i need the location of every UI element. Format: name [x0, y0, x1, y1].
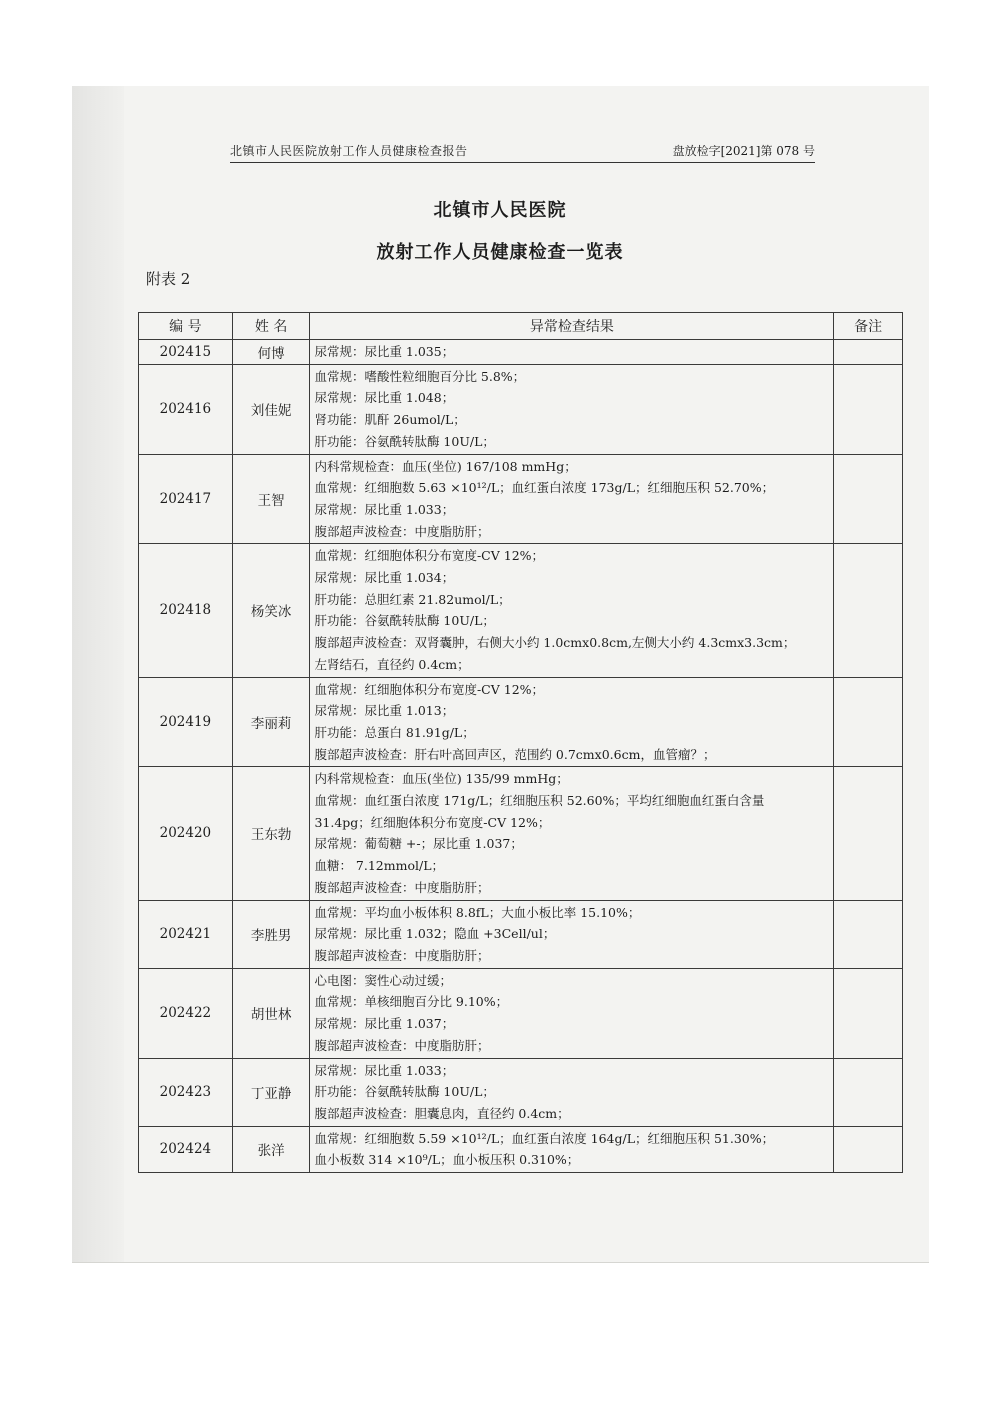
- result-line: 腹部超声波检查：中度脂肪肝；: [314, 523, 490, 539]
- result-line: 肝功能：总蛋白 81.91g/L；: [314, 724, 475, 740]
- col-header-remarks: 备注: [834, 313, 903, 340]
- employee-name: 王智: [232, 454, 310, 544]
- result-line: 肝功能：总胆红素 21.82umol/L；: [314, 591, 511, 607]
- result-line: 血常规：红细胞数 5.59 ×10¹²/L；血红蛋白浓度 164g/L；红细胞压积 51.30%；: [314, 1130, 775, 1146]
- table-row: [139, 364, 903, 454]
- header-report-number: 盘放检字[2021]第 078 号: [672, 144, 815, 158]
- col-header-id: 编 号: [139, 313, 233, 340]
- abnormal-results: [310, 968, 834, 1058]
- table-row: [139, 1126, 903, 1172]
- result-line: 血常规：红细胞数 5.63 ×10¹²/L；血红蛋白浓度 173g/L；红细胞压积 52.70%；: [314, 480, 775, 496]
- remarks-cell: [834, 677, 903, 767]
- remarks-cell: [834, 454, 903, 544]
- abnormal-results: [310, 1058, 834, 1126]
- result-line: 肝功能：谷氨酰转肽酶 10U/L；: [314, 613, 495, 629]
- abnormal-results: [310, 340, 834, 365]
- result-line: 腹部超声波检查：肝右叶高回声区，范围约 0.7cmx0.6cm，血管瘤？；: [314, 746, 716, 762]
- employee-id: 202420: [139, 767, 233, 900]
- result-line: 内科常规检查：血压(坐位) 135/99 mmHg；: [314, 771, 569, 787]
- result-line: 腹部超声波检查：胆囊息肉，直径约 0.4cm；: [314, 1105, 570, 1121]
- table-row: [139, 900, 903, 968]
- employee-name: 丁亚静: [232, 1058, 310, 1126]
- table-row: [139, 454, 903, 544]
- table-row: [139, 677, 903, 767]
- result-line: 血常规：血红蛋白浓度 171g/L；红细胞压积 52.60%；平均红细胞血红蛋白含量: [314, 793, 765, 809]
- table-row: [139, 340, 903, 365]
- col-header-name: 姓 名: [232, 313, 310, 340]
- remarks-cell: [834, 544, 903, 677]
- table-row: [139, 544, 903, 677]
- employee-name: 刘佳妮: [232, 364, 310, 454]
- abnormal-results: [310, 677, 834, 767]
- result-line: 31.4pg；红细胞体积分布宽度-CV 12%；: [314, 814, 551, 830]
- result-line: 血糖： 7.12mmol/L；: [314, 858, 445, 874]
- employee-name: 杨笑冰: [232, 544, 310, 677]
- result-line: 腹部超声波检查：双肾囊肿，右侧大小约 1.0cmx0.8cm,左侧大小约 4.3cmx3.3cm；: [314, 635, 796, 651]
- abnormal-results: [310, 767, 834, 900]
- results-table: [138, 312, 903, 1173]
- result-line: 尿常规：尿比重 1.032；隐血 +3Cell/ul；: [314, 926, 556, 942]
- result-line: 尿常规：尿比重 1.034；: [314, 570, 455, 586]
- employee-id: 202423: [139, 1058, 233, 1126]
- remarks-cell: [834, 968, 903, 1058]
- result-line: 血小板数 314 ×10⁹/L；血小板压积 0.310%；: [314, 1152, 580, 1168]
- header-report-name: 北镇市人民医院放射工作人员健康检查报告: [230, 144, 468, 158]
- employee-id: 202416: [139, 364, 233, 454]
- result-line: 尿常规：尿比重 1.035；: [314, 344, 455, 359]
- result-line: 血常规：红细胞体积分布宽度-CV 12%；: [314, 548, 545, 564]
- employee-name: 李胜男: [232, 900, 310, 968]
- col-header-results: 异常检查结果: [310, 313, 834, 340]
- result-line: 腹部超声波检查：中度脂肪肝；: [314, 947, 490, 963]
- employee-name: 张洋: [232, 1126, 310, 1172]
- result-line: 心电图：窦性心动过缓；: [314, 972, 452, 988]
- abnormal-results: [310, 900, 834, 968]
- employee-name: 胡世林: [232, 968, 310, 1058]
- result-line: 腹部超声波检查：中度脂肪肝；: [314, 1037, 490, 1053]
- employee-name: 王东勃: [232, 767, 310, 900]
- remarks-cell: [834, 340, 903, 365]
- employee-id: 202415: [139, 340, 233, 365]
- abnormal-results: [310, 454, 834, 544]
- table-row: [139, 767, 903, 900]
- result-line: 腹部超声波检查：中度脂肪肝；: [314, 879, 490, 895]
- employee-id: 202419: [139, 677, 233, 767]
- result-line: 尿常规：葡萄糖 +-；尿比重 1.037；: [314, 836, 523, 852]
- result-line: 血常规：平均血小板体积 8.8fL；大血小板比率 15.10%；: [314, 904, 641, 920]
- remarks-cell: [834, 1058, 903, 1126]
- result-line: 内科常规检查：血压(坐位) 167/108 mmHg；: [314, 458, 577, 474]
- result-line: 尿常规：尿比重 1.048；: [314, 390, 455, 406]
- result-line: 尿常规：尿比重 1.037；: [314, 1016, 455, 1032]
- table-title: 放射工作人员健康检查一览表: [376, 242, 624, 263]
- result-line: 尿常规：尿比重 1.013；: [314, 703, 455, 719]
- abnormal-results: [310, 364, 834, 454]
- remarks-cell: [834, 1126, 903, 1172]
- result-line: 肝功能：谷氨酰转肽酶 10U/L；: [314, 433, 495, 449]
- table-header-row: [139, 313, 903, 340]
- result-line: 血常规：单核细胞百分比 9.10%；: [314, 994, 509, 1010]
- result-line: 左肾结石，直径约 0.4cm；: [314, 656, 470, 672]
- remarks-cell: [834, 767, 903, 900]
- employee-id: 202417: [139, 454, 233, 544]
- remarks-cell: [834, 900, 903, 968]
- result-line: 尿常规：尿比重 1.033；: [314, 501, 455, 517]
- result-line: 尿常规：尿比重 1.033；: [314, 1062, 455, 1078]
- employee-name: 何博: [232, 340, 310, 365]
- employee-id: 202424: [139, 1126, 233, 1172]
- employee-name: 李丽莉: [232, 677, 310, 767]
- table-row: [139, 1058, 903, 1126]
- result-line: 血常规：红细胞体积分布宽度-CV 12%；: [314, 681, 545, 697]
- report-header: [230, 140, 815, 163]
- result-line: 肾功能：肌酐 26umol/L；: [314, 412, 466, 428]
- table-body: [139, 340, 903, 1173]
- employee-id: 202418: [139, 544, 233, 677]
- abnormal-results: [310, 544, 834, 677]
- employee-id: 202421: [139, 900, 233, 968]
- hospital-title: 北镇市人民医院: [433, 200, 567, 221]
- result-line: 血常规：嗜酸性粒细胞百分比 5.8%；: [314, 368, 526, 384]
- remarks-cell: [834, 364, 903, 454]
- employee-id: 202422: [139, 968, 233, 1058]
- abnormal-results: [310, 1126, 834, 1172]
- result-line: 肝功能：谷氨酰转肽酶 10U/L；: [314, 1084, 495, 1100]
- appendix-label: 附表 2: [146, 270, 191, 288]
- table-row: [139, 968, 903, 1058]
